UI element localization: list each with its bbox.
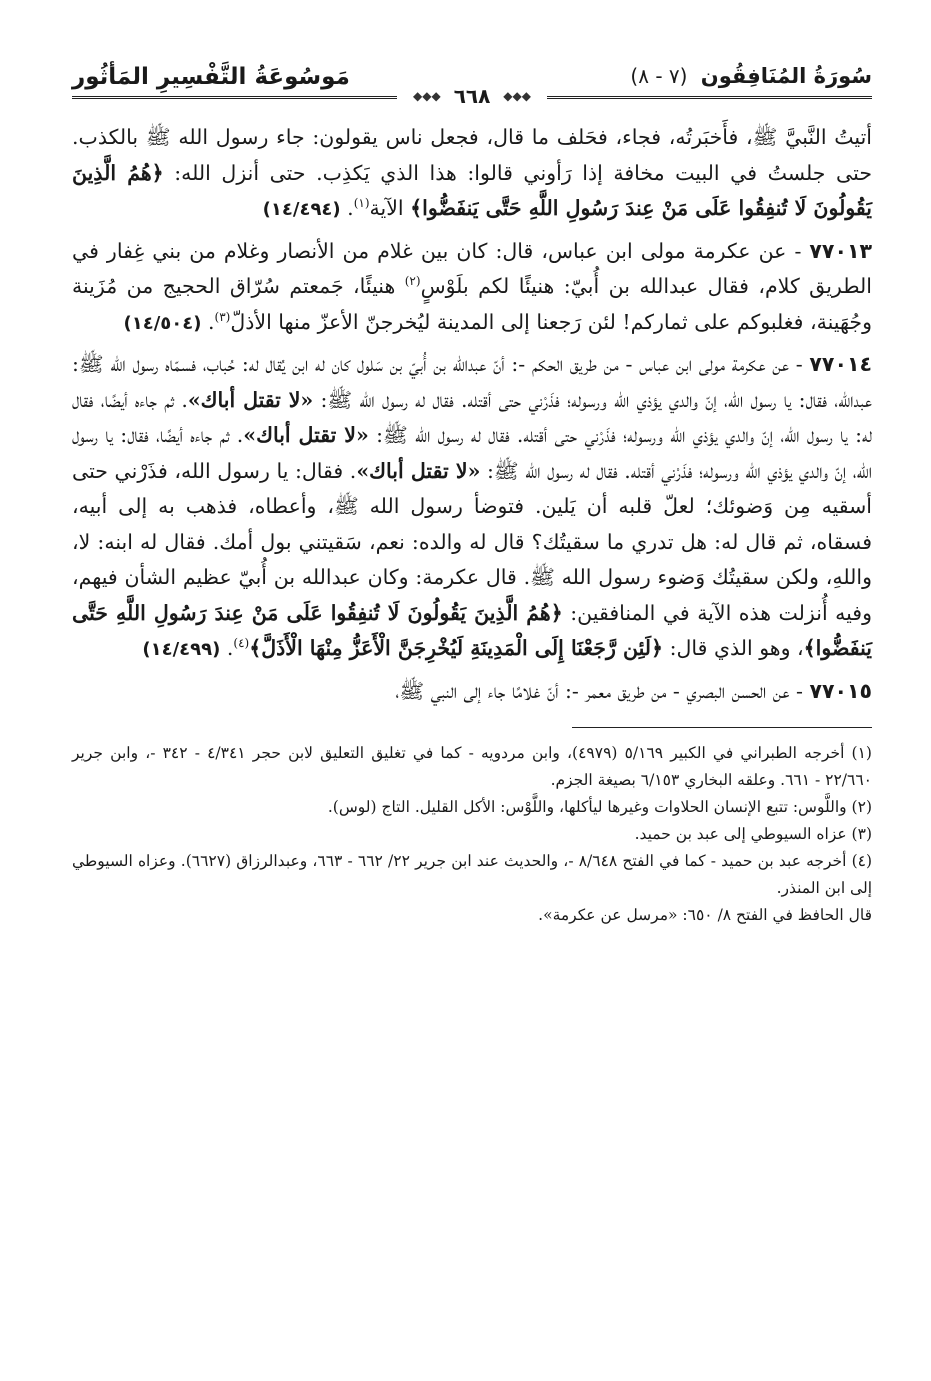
footnote: (٣) عزاه السيوطي إلى عبد بن حميد. xyxy=(634,825,872,843)
quran-verse: ﴿هُمُ الَّذِينَ يَقُولُونَ لَا تُنفِقُوا عَلَى مَنْ عِندَ رَسُولِ اللَّهِ حَتَّى يَنفَضُّوا﴾ xyxy=(72,600,872,660)
page-number-box xyxy=(397,84,547,108)
main-text xyxy=(72,120,872,709)
prophetic-saying: «لا تقتل أباك» xyxy=(356,458,481,483)
hadith-77014: ٧٧٠١٤ - عن عكرمة مولى ابن عباس - من طريق الحكم -: أنّ عبدالله بن أُبيّ بن سَلول كان له ابن يُقال له: حُباب، فسمّاه رسول الله ﷺ: عبدالله، فقال: يا رسول الله، إنّ والدي يؤذي الله ورسوله؛ فذَرْني حتى أقتله. فقال له رسول الله ﷺ: «لا تقتل أباك». ثم جاءه أيضًا، فقال له: يا رسول الله، إنّ والدي يؤذي الله ورسوله؛ فذَرْني حتى أقتله. فقال له رسول الله ﷺ: «لا تقتل أباك». ثم جاءه أيضًا، فقال: يا رسول الله، إنّ والدي يؤذي الله ورسوله؛ فذَرْني أقتله. فقال له رسول الله ﷺ: «لا تقتل أباك». فقال: يا رسول الله، فذَرْني حتى أسقيه مِن وَضوئك؛ لعلّ قلبه أن يَلين. فتوضأ رسول الله ﷺ، وأعطاه، فذهب به إلى أبيه، فسقاه، ثم قال له: هل تدري ما سقيتُك؟ قال له والده: نعم، سَقيتني بول أمك. فقال له ابنه: لا، واللهِ، ولكن سقيتُك وَضوء رسول الله ﷺ. قال عكرمة: وكان عبدالله بن أُبيّ عظيم الشأن فيهم، وفيه أُنزلت هذه الآية في المنافقين: ﴿هُمُ الَّذِينَ يَقُولُونَ لَا تُنفِقُوا عَلَى مَنْ عِندَ رَسُولِ اللَّهِ حَتَّى يَنفَضُّوا﴾، وهو الذي قال: ﴿لَئِن رَّجَعْنَا إِلَى الْمَدِينَةِ لَيُخْرِجَنَّ الْأَعَزُّ مِنْهَا الْأَذَلَّ﴾$^{(٤)}$. (١٤/٤٩٩) xyxy=(72,352,873,660)
page-header xyxy=(72,58,872,108)
page-number: ٦٦٨ xyxy=(453,84,491,108)
quran-verse: ﴿لَئِن رَّجَعْنَا إِلَى الْمَدِينَةِ لَيُخْرِجَنَّ الْأَعَزُّ مِنْهَا الْأَذَلَّ﴾ xyxy=(249,636,664,660)
footnote-marker: (١) xyxy=(353,196,370,211)
hadith-number: ٧٧٠١٣ xyxy=(809,238,872,263)
book-title: مَوسُوعَةُ التَّفْسِيرِ المَأثُور xyxy=(72,64,350,90)
reference-number: (١٤/٤٩٤) xyxy=(262,199,341,220)
narration-text: أتيتُ النَّبيَّ ﷺ، فأَخبَرتُه، فجاء، فحَلف ما قال، فجعل ناس يقولون: جاء رسول الله ﷺ بالكذب. حتى جلستُ في البيت مخافة إذا رَأوني قالوا: هذا الذي يَكذِب. حتى أنزل الله: xyxy=(72,125,872,185)
hadith-number: ٧٧٠١٥ xyxy=(809,678,872,703)
narration-text: . فقال: يا رسول الله، فذَرْني حتى أسقيه مِن وَضوئك؛ لعلّ قلبه أن يَلين. فتوضأ رسول الله ﷺ، وأعطاه، فذهب به إلى أبيه، فسقاه، ثم قال له: هل تدري ما سقيتُك؟ قال له والده: نعم، سَقيتني بول أمك. فقال له ابنه: لا، واللهِ، ولكن سقيتُك وَضوء رسول الله ﷺ. قال عكرمة: وكان عبدالله بن أُبيّ عظيم الشأن فيهم، وفيه أُنزلت هذه الآية في المنافقين: xyxy=(72,458,872,625)
footnote: قال الحافظ في الفتح ٨/ ٦٥٠: «مرسل عن عكرمة». xyxy=(538,906,872,924)
reference-number: (١٤/٤٩٩) xyxy=(142,639,221,660)
narration-text: الآية xyxy=(369,196,404,220)
narration-text: - عن عكرمة مولى ابن عباس، قال: كان بين غلام من الأنصار وغلام من بني غِفار في الطريق كلام، فقال عبدالله بن أُبيّ: هنيئًا لكم بلَوْسٍ xyxy=(72,238,872,298)
prophetic-saying: «لا تقتل أباك» xyxy=(187,387,314,412)
quran-verse: ﴿هُمُ الَّذِينَ يَقُولُونَ لَا تُنفِقُوا عَلَى مَنْ عِندَ رَسُولِ اللَّهِ حَتَّى يَنفَضُّوا﴾ xyxy=(72,160,872,220)
paragraph-continuation: أتيتُ النَّبيَّ ﷺ، فأَخبَرتُه، فجاء، فحَلف ما قال، فجعل ناس يقولون: جاء رسول الله ﷺ بالكذب. حتى جلستُ في البيت مخافة إذا رَأوني قالوا: هذا الذي يَكذِب. حتى أنزل الله: ﴿هُمُ الَّذِينَ يَقُولُونَ لَا تُنفِقُوا عَلَى مَنْ عِندَ رَسُولِ اللَّهِ حَتَّى يَنفَضُّوا﴾ الآية$^{(١)}$. (١٤/٤٩٤) xyxy=(72,125,872,220)
narration-text: - عن الحسن البصري - من طريق معمر -: أنّ غلامًا جاء إلى النبي ﷺ، xyxy=(395,678,803,703)
hadith-77013: ٧٧٠١٣ - عن عكرمة مولى ابن عباس، قال: كان بين غلام من الأنصار وغلام من بني غِفار في الطريق كلام، فقال عبدالله بن أُبيّ: هنيئًا لكم بلَوْسٍ$^{(٢)}$ هنيئًا، جَمعتم سُرّاق الحجيج من مُزَينة وجُهَينة، فغلبوكم على ثماركم! لئن رَجعنا إلى المدينة ليُخرجنّ الأعزّ منها الأذلّ$^{(٣)}$. (١٤/٥٠٤) xyxy=(72,238,872,334)
narration-text: هنيئًا، جَمعتم سُرّاق الحجيج من مُزَينة وجُهَينة، فغلبوكم على ثماركم! لئن رَجعنا إلى المدينة ليُخرجنّ الأعزّ منها الأذلّ xyxy=(72,274,872,334)
surah-verse-range: (٧ - ٨) xyxy=(630,64,688,88)
surah-name: سُورَةُ المُنَافِقُون xyxy=(700,64,872,88)
hadith-number: ٧٧٠١٤ xyxy=(809,352,872,376)
footnote: (٤) أخرجه عبد بن حميد - كما في الفتح ٨/٦٤٨ -، والحديث عند ابن جرير ٢٢/ ٦٦٢ - ٦٦٣، وعبدالرزاق (٦٦٢٧). وعزاه السيوطي إلى ابن المنذر. xyxy=(72,852,873,897)
ornament-right: ◆◆◆ xyxy=(503,89,531,103)
narration-text: - عن عكرمة مولى ابن عباس - من طريق الحكم -: أنّ عبدالله بن أُبيّ بن سَلول كان له ابن يُقال له: حُباب، فسمّاه رسول الله ﷺ: عبدالله، فقال: يا رسول الله، إنّ والدي يؤذي الله ورسوله؛ فذَرْني حتى أقتله. فقال له رسول الله ﷺ: xyxy=(72,352,873,412)
footnote-marker: (٣) xyxy=(214,309,231,324)
book-page xyxy=(72,58,872,1338)
narration-text: . ثم جاءه أيضًا، فقال له: يا رسول الله، إنّ والدي يؤذي الله ورسوله؛ فذَرْني حتى أقتله. فقال له رسول الله ﷺ: xyxy=(72,387,872,447)
reference-number: (١٤/٥٠٤) xyxy=(123,312,202,334)
narration-text: ، وهو الذي قال: xyxy=(669,636,804,660)
footnote: (٢) واللَّوس: تتبع الإنسان الحلاوات وغيرها ليأكلها، واللَّوْس: الأكل القليل. التاج (لوس). xyxy=(327,798,872,816)
footnote-marker: (٢) xyxy=(404,274,421,289)
footnote-marker: (٤) xyxy=(233,636,250,651)
prophetic-saying: «لا تقتل أباك» xyxy=(243,423,369,447)
narration-text: . ثم جاءه أيضًا، فقال: يا رسول الله، إنّ والدي يؤذي الله ورسوله؛ فذَرْني أقتله. فقال له رسول الله ﷺ: xyxy=(72,423,872,483)
footnote: (١) أخرجه الطبراني في الكبير ٥/١٦٩ (٤٩٧٩)، وابن مردويه - كما في تغليق التعليق لابن حجر ٤/٣٤١ - ٣٤٢ -، وابن جرير ٢٢/٦٦٠ - ٦٦١. وعلقه البخاري ٦/١٥٣ بصيغة الجزم. xyxy=(72,744,872,789)
hadith-77015 xyxy=(72,674,872,710)
footnote-separator xyxy=(572,727,872,728)
ornament-left: ◆◆◆ xyxy=(413,89,441,103)
footnotes xyxy=(72,740,872,929)
